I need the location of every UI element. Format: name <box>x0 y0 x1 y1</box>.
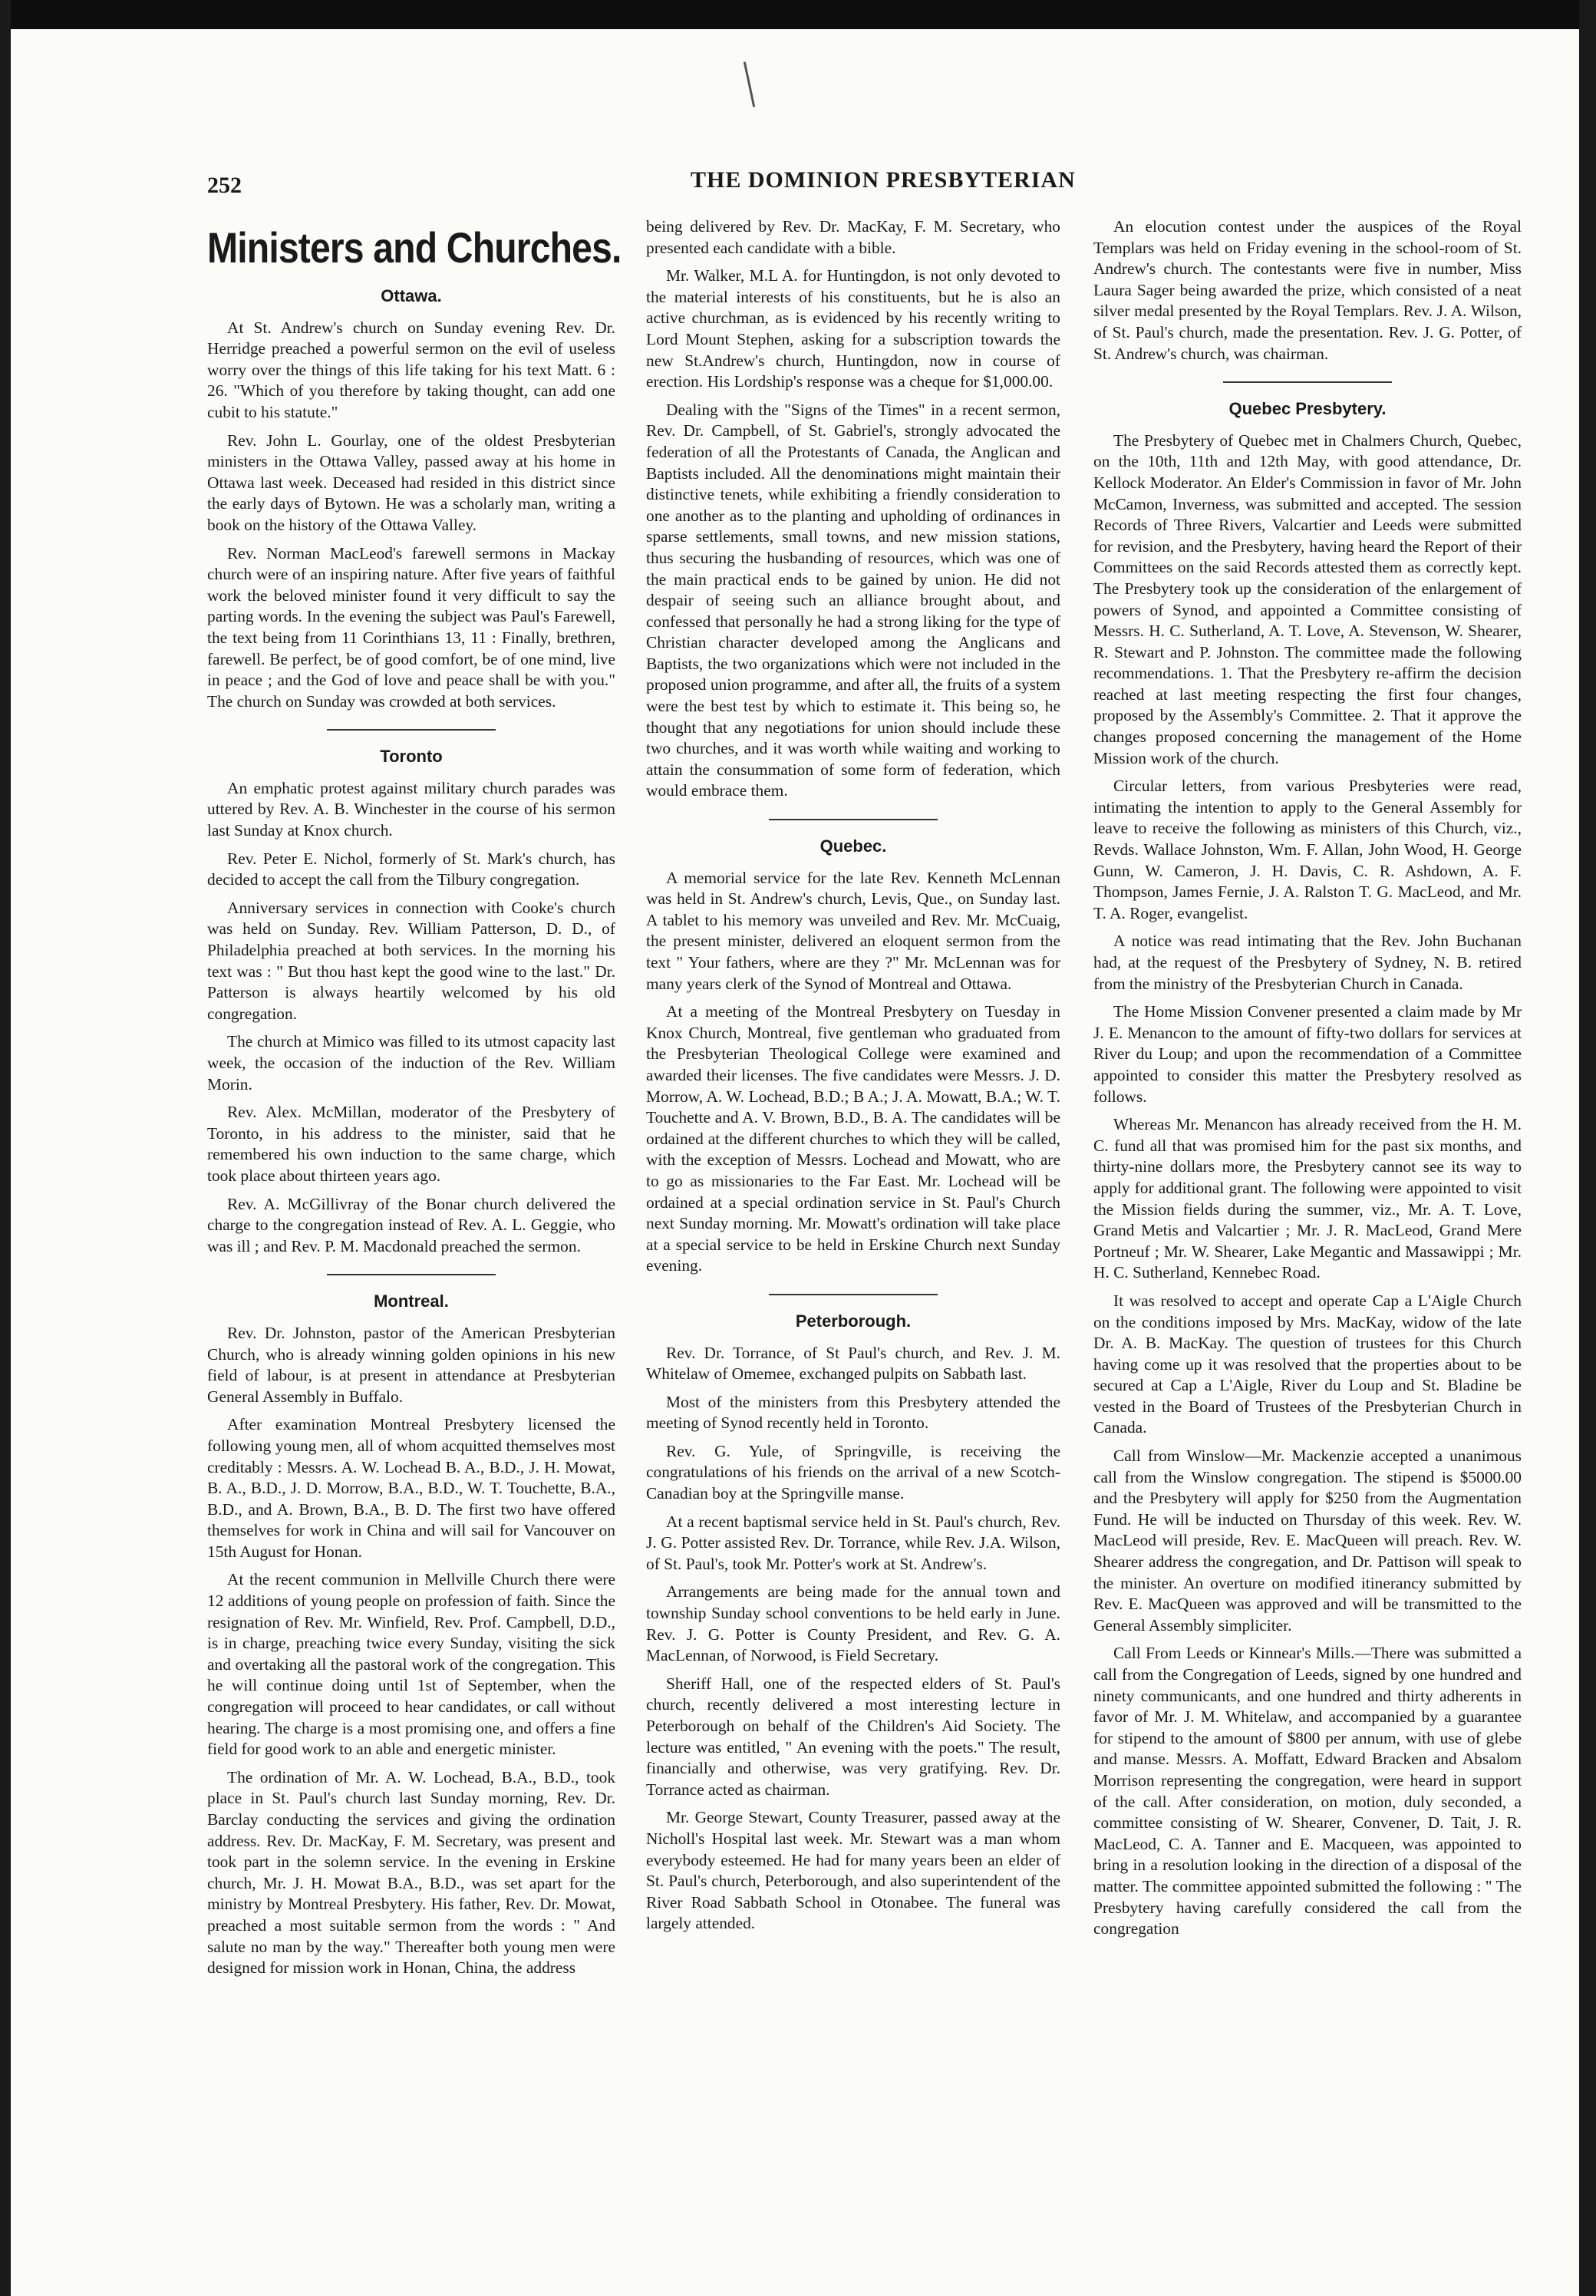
paragraph: Sheriff Hall, one of the respected elders of St. Paul's church, recently delivered a most interesting lecture in Peterborough on behalf of the Children's Aid Society. The lecture was entitled, " An evening with the poets." The result, financially and otherwise, was very gratifying. Rev. Dr. Torrance acted as chairman. <box>646 1674 1060 1799</box>
heading-montreal: Montreal. <box>374 1292 449 1311</box>
paragraph: Call From Leeds or Kinnear's Mills.—There was submitted a call from the Congregation of Leeds, signed by one hundred and ninety communicants, and one hundred and thirty adherents in favor of Mr. J. M. Whitelaw, and accompanied by a guarantee for stipend to the amount of $800 per annum, with use of glebe and manse. Messrs. A. Moffatt, Edward Bracken and Absalom Morrison representing the congregation, were heard in support of the call. After consideration, on motion, duly seconded, a committee consisting of W. Shearer, Convener, D. Tait, J. R. MacLeod, C. A. Tanner and E. Macqueen, was appointed to bring in a resolution looking in the direction of a disposal of the matter. The committee appointed submitted the following : " The Presbytery having carefully considered the call from the congregation <box>1093 1644 1522 1938</box>
paragraph: Rev. A. McGillivray of the Bonar church delivered the charge to the congregation instead of Rev. A. L. Geggie, who was ill ; and Rev. P. M. Macdonald preached the sermon. <box>207 1194 615 1255</box>
scan-right-border <box>1579 0 1596 2296</box>
paragraph: A memorial service for the late Rev. Kenneth McLennan was held in St. Andrew's church, Levis, Que., on Sunday last. A tablet to his memory was unveiled and Rev. Mr. McCuaig, the present minister, delivered an eloquent sermon from the text " Your fathers, where are they ?" Mr. McLennan was for many years clerk of the Synod of Montreal and Ottawa. <box>646 868 1060 993</box>
page-number: 252 <box>207 173 242 198</box>
paragraph: It was resolved to accept and operate Cap a L'Aigle Church on the conditions imposed by Mrs. MacKay, widow of the late Dr. A. B. MacKay. The question of trustees for this Church having come up it was resolved that the properties about to be secured at Cap a L'Aigle, River du Loup and St. Bladine be vested in the Board of Trustees of the Presbyterian Church in Canada. <box>1093 1291 1522 1437</box>
paragraph: The Home Mission Convener presented a claim made by Mr J. E. Menancon to the amount of fifty-two dollars for services at River du Loup; and upon the recommendation of a Committee appointed to consider this matter the Presbytery resolved as follows. <box>1093 1002 1522 1106</box>
section-divider <box>327 1274 496 1275</box>
column-2 <box>646 216 1060 1941</box>
scan-top-border <box>0 0 1596 29</box>
paragraph: A notice was read intimating that the Rev. John Buchanan had, at the request of the Presbytery of Sydney, N. B. retired from the ministry of the Presbyterian Church in Canada. <box>1093 932 1522 993</box>
paragraph: The church at Mimico was filled to its utmost capacity last week, the occasion of the induction of the Rev. William Morin. <box>207 1032 615 1094</box>
paragraph: Arrangements are being made for the annual town and township Sunday school conventions to be held early in June. Rev. J. G. Potter is County President, and Rev. G. A. MacLennan, of Norwood, is Field Secretary. <box>646 1582 1060 1665</box>
paragraph: At the recent communion in Mellville Church there were 12 additions of young people on profession of faith. Since the resignation of Rev. Mr. Winfield, Rev. Prof. Campbell, D.D., is in charge, preaching twice every Sunday, visiting the sick and overtaking all the pastoral work of the congregation. This he will continue doing until 1st of September, when the congregation will proceed to hear candidates, or call without hearing. The charge is a most promising one, and offers a fine field for good work to an able and energetic minister. <box>207 1570 615 1759</box>
paragraph: An elocution contest under the auspices of the Royal Templars was held on Friday evening in the school-room of St. Andrew's church. The contestants were five in number, Miss Laura Sager being awarded the prize, which consisted of a neat silver medal presented by the Royal Templars. Rev. J. A. Wilson, of St. Paul's church, made the presentation. Rev. J. G. Potter, of St. Andrew's church, was chairman. <box>1093 217 1522 363</box>
paragraph: Rev. Norman MacLeod's farewell sermons in Mackay church were of an inspiring nature. After five years of faithful work the beloved minister found it very difficult to say the parting words. In the evening the subject was Paul's Farewell, the text being from 11 Corinthians 13, 11 : Finally, brethren, farewell. Be perfect, be of good comfort, be of one mind, live in peace ; and the God of love and peace shall be with you." The church on Sunday was crowded at both services. <box>207 543 615 711</box>
paragraph: Dealing with the "Signs of the Times" in a recent sermon, Rev. Dr. Campbell, of St. Gabriel's, strongly advocated the federation of all the Protestants of Canada, the Anglican and Baptists included. All the denominations might maintain their distinctive tenets, while exhibiting a friendly consideration to one another as to the planting and upholding of ordinances in sparse settlements, small towns, and new mission stations, thus securing the husbanding of resources, which was one of the main practical ends to be gained by union. He did not despair of seeing such an alliance brought about, and confessed that personally he had a strong liking for the type of Christian character developed among the Anglicans and Baptists, the two organizations which were not included in the proposed union programme, and after all, the fruits of a system were the best test by which to estimate it. This being so, he thought that any negotiations for union should include these two churches, and it was worth while waiting and working to attain the consummation of some form of federation, which would embrace them. <box>646 400 1060 800</box>
paragraph: At a meeting of the Montreal Presbytery on Tuesday in Knox Church, Montreal, five gentleman who graduated from the Presbyterian Theological College were examined and awarded their licenses. The five candidates were Messrs. J. D. Morrow, A. W. Lochead, B.D.; B A.; J. A. Mowatt, B.A.; W. T. Touchette and A. V. Brown, B.D., B. A. The candidates will be ordained at the different churches to which they will be called, with the exception of Messrs. Lochead and Mowatt, who are to go as missionaries to the Far East. Mr. Lochead will be ordained at a special ordination service in St. Paul's Church next Sunday morning. Mr. Mowatt's ordination will take place at a special service to be held in Erskine Church next Sunday evening. <box>646 1002 1060 1275</box>
column-1 <box>207 216 622 1986</box>
section-divider <box>769 819 938 820</box>
paragraph: Rev. Dr. Johnston, pastor of the American Presbyterian Church, who is already winning golden opinions in his new field of labour, is at present in attendance at Presbyterian General Assembly in Buffalo. <box>207 1323 615 1406</box>
paragraph: Rev. Peter E. Nichol, formerly of St. Mark's church, has decided to accept the call from the Tilbury congregation. <box>207 849 615 889</box>
scan-left-border <box>0 0 11 2296</box>
heading-ottawa: Ottawa. <box>381 286 442 305</box>
heading-quebec-presbytery: Quebec Presbytery. <box>1228 399 1387 419</box>
paragraph: At a recent baptismal service held in St. Paul's church, Rev. J. G. Potter assisted Rev. Dr. Torrance, while Rev. J.A. Wilson, of St. Paul's, took Mr. Potter's work at St. Andrew's. <box>646 1512 1060 1573</box>
heading-quebec: Quebec. <box>819 836 887 856</box>
paragraph: Mr. George Stewart, County Treasurer, passed away at the Nicholl's Hospital last week. Mr. Stewart was a man whom everybody esteemed. He had for many years been an elder of St. Paul's church, Peterborough, and also superintendent of the River Road Sabbath School in Otonabee. The funeral was largely attended. <box>646 1808 1060 1933</box>
paragraph: Circular letters, from various Presbyteries were read, intimating the intention to apply to the General Assembly for leave to receive the following as ministers of this Church, viz., Revds. Wallace Johnston, Wm. F. Allan, John Wood, H. George Gunn, W. Cameron, J. H. Davis, C. R. Ashdown, A. F. Thompson, James Fernie, J. A. Ralston T. G. MacLeod, and Mr. T. A. Roger, evangelist. <box>1093 777 1522 922</box>
paragraph: An emphatic protest against military church parades was uttered by Rev. A. B. Winchester in the course of his sermon last Sunday at Knox church. <box>207 778 615 840</box>
paragraph-continued: being delivered by Rev. Dr. MacKay, F. M. Secretary, who presented each candidate with a bible. <box>646 217 1060 257</box>
paragraph: Most of the ministers from this Presbytery attended the meeting of Synod recently held in Toronto. <box>646 1392 1060 1433</box>
paragraph: Rev. Alex. McMillan, moderator of the Presbytery of Toronto, in his address to the minister, said that he remembered his own induction to the same charge, which took place about thirteen years ago. <box>207 1103 615 1185</box>
paragraph: Whereas Mr. Menancon has already received from the H. M. C. fund all that was promised him for the past six months, and thirty-nine dollars more, the Presbytery cannot see its way to apply for additional grant. The following were appointed to visit the Mission fields during the summer, viz., Mr. A. T. Love, Grand Metis and Valcartier ; Mr. J. R. MacLeod, Grand Mere Portneuf ; Mr. W. Shearer, Lake Megantic and Massawippi ; Mr. H. C. Sutherland, Kennebec Road. <box>1093 1115 1522 1282</box>
paragraph: Anniversary services in connection with Cooke's church was held on Sunday. Rev. William Patterson, D. D., of Philadelphia preached at both services. In the morning his text was : " But thou hast kept the good wine to the last." Dr. Patterson is always heartily welcomed by his old congregation. <box>207 898 615 1023</box>
paragraph: At St. Andrew's church on Sunday evening Rev. Dr. Herridge preached a powerful sermon on the evil of useless worry over the things of this life taking for his text Matt. 6 : 26. "Which of you therefore by taking thought, can add one cubit to his statute." <box>207 318 615 421</box>
paragraph: After examination Montreal Presbytery licensed the following young men, all of whom acquitted themselves most creditably : Messrs. A. W. Lochead B. A., B.D., J. H. Mowat, B. A., B.D., J. D. Morrow, B.A., B.D., W. T. Touchette, B.A., B.D., and A. Brown, B.A., B. D. The first two have offered themselves for work in China and will sail for Vancouver on 15th August for Honan. <box>207 1415 615 1561</box>
paragraph: Call from Winslow—Mr. Mackenzie accepted a unanimous call from the Winslow congregation. The stipend is $5000.00 and the Presbytery will apply for $250 from the Augmentation Fund. He will be inducted on Thursday of this week. Rev. W. MacLeod will preside, Rev. E. MacQueen will preach. Rev. W. Shearer address the congregation, and Dr. Pattison will speak to the minister. An overture on modified itinerancy submitted by Rev. E. MacQueen was approved and will be transmitted to the General Assembly simpliciter. <box>1093 1447 1522 1635</box>
section-divider <box>1223 381 1392 383</box>
section-divider <box>769 1294 938 1295</box>
paragraph: Rev. G. Yule, of Springville, is receiving the congratulations of his friends on the arrival of a new Scotch-Canadian boy at the Springville manse. <box>646 1441 1060 1503</box>
paragraph: Rev. John L. Gourlay, one of the oldest Presbyterian ministers in the Ottawa Valley, passed away at his home in Ottawa last week. Deceased had resided in this district since the early days of Bytown. He was a scholarly man, writing a book on the history of the Ottawa Valley. <box>207 430 615 534</box>
paragraph: Mr. Walker, M.L A. for Huntingdon, is not only devoted to the material interests of his constituents, but he is also an active churchman, as is evidenced by his recently writing to Lord Mount Stephen, asking for a subscription towards the new St.Andrew's church, Huntingdon, now in course of erection. His Lordship's response was a cheque for $1,000.00. <box>646 266 1060 391</box>
section-masthead: Ministers and Churches. <box>207 223 622 272</box>
heading-toronto: Toronto <box>380 747 443 767</box>
paragraph: The Presbytery of Quebec met in Chalmers Church, Quebec, on the 10th, 11th and 12th May, with good attendance, Dr. Kellock Moderator. An Elder's Commission in favor of Mr. John McCamon, Inverness, was submitted and accepted. The session Records of Three Rivers, Valcartier and Leeds were submitted for revision, and the Presbytery, having heard the Report of their Committees on the said Records attested them as correctly kept. The Presbytery took up the consideration of the enlargement of powers of Synod, and appointed a Committee consisting of Messrs. H. C. Sutherland, A. T. Love, A. Stevenson, W. Shearer, R. Stewart and P. Johnston. The committee made the following recommendations. 1. That the Presbytery re-affirm the decision reached at last meeting respecting the first four changes, proposed by the Assembly's Committee. 2. That it approve the changes proposed concerning the management of the Home Mission work of the church. <box>1093 430 1522 767</box>
section-divider <box>327 729 496 731</box>
column-3 <box>1093 216 1522 1947</box>
running-title: THE DOMINION PRESBYTERIAN <box>691 167 1076 193</box>
heading-peterborough: Peterborough. <box>795 1311 912 1331</box>
paragraph: Rev. Dr. Torrance, of St Paul's church, and Rev. J. M. Whitelaw of Omemee, exchanged pulpits on Sabbath last. <box>646 1343 1060 1384</box>
paragraph: The ordination of Mr. A. W. Lochead, B.A., B.D., took place in St. Paul's church last Sunday morning, Rev. Dr. Barclay conducting the services and giving the ordination address. Rev. Dr. MacKay, F. M. Secretary, was present and took part in the solemn service. In the evening in Erskine church, Mr. J. H. Mowat B.A., B.D., was set apart for the ministry by Montreal Presbytery. His father, Rev. Dr. Mowat, preached a most suitable sermon from the words : " And salute no man by the way." Thereafter both young men were designed for mission work in Honan, China, the address <box>207 1767 615 1978</box>
